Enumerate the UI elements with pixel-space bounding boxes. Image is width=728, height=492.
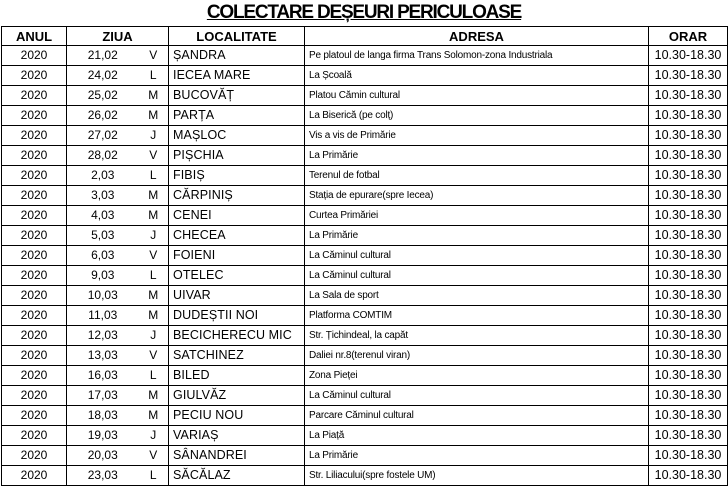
cell-weekday: L [139,166,169,186]
cell-date: 20,03 [67,446,139,466]
table-row [2,366,728,386]
cell-schedule: 10.30-18.30 [649,306,728,326]
cell-weekday: M [139,286,169,306]
cell-year: 2020 [2,286,67,306]
cell-address: La Căminul cultural [305,266,649,286]
cell-locality: VARIAȘ [169,426,305,446]
cell-date: 12,03 [67,326,139,346]
cell-year: 2020 [2,106,67,126]
cell-locality: UIVAR [169,286,305,306]
header-row [2,27,728,46]
header-anul: ANUL [2,27,67,46]
header-adresa: ADRESA [305,27,649,46]
cell-address: La Sala de sport [305,286,649,306]
cell-schedule: 10.30-18.30 [649,106,728,126]
cell-schedule: 10.30-18.30 [649,406,728,426]
cell-year: 2020 [2,66,67,86]
cell-weekday: V [139,346,169,366]
table-row [2,406,728,426]
cell-year: 2020 [2,226,67,246]
cell-year: 2020 [2,466,67,486]
cell-address: La Căminul cultural [305,246,649,266]
cell-locality: ȘANDRA [169,46,305,66]
table-row [2,286,728,306]
cell-locality: CHECEA [169,226,305,246]
cell-date: 23,03 [67,466,139,486]
cell-date: 11,03 [67,306,139,326]
table-row [2,86,728,106]
cell-year: 2020 [2,406,67,426]
cell-locality: IECEA MARE [169,66,305,86]
table-row [2,126,728,146]
cell-year: 2020 [2,306,67,326]
cell-weekday: M [139,106,169,126]
cell-schedule: 10.30-18.30 [649,46,728,66]
table-row [2,206,728,226]
header-localitate: LOCALITATE [169,27,305,46]
cell-address: Daliei nr.8(terenul viran) [305,346,649,366]
cell-year: 2020 [2,366,67,386]
cell-schedule: 10.30-18.30 [649,146,728,166]
cell-schedule: 10.30-18.30 [649,226,728,246]
cell-locality: MAȘLOC [169,126,305,146]
cell-schedule: 10.30-18.30 [649,66,728,86]
cell-schedule: 10.30-18.30 [649,126,728,146]
table-row [2,326,728,346]
cell-date: 9,03 [67,266,139,286]
cell-schedule: 10.30-18.30 [649,266,728,286]
cell-schedule: 10.30-18.30 [649,286,728,306]
cell-address: La Biserică (pe colț) [305,106,649,126]
cell-schedule: 10.30-18.30 [649,86,728,106]
table-row [2,346,728,366]
cell-weekday: M [139,86,169,106]
cell-date: 27,02 [67,126,139,146]
cell-locality: SĂCĂLAZ [169,466,305,486]
cell-weekday: V [139,146,169,166]
cell-locality: CĂRPINIȘ [169,186,305,206]
cell-address: Str. Liliacului(spre fostele UM) [305,466,649,486]
cell-weekday: M [139,406,169,426]
cell-locality: OTELEC [169,266,305,286]
cell-weekday: L [139,366,169,386]
table-row [2,146,728,166]
cell-locality: BUCOVĂȚ [169,86,305,106]
cell-date: 16,03 [67,366,139,386]
cell-locality: GIULVĂZ [169,386,305,406]
cell-address: Vis a vis de Primărie [305,126,649,146]
cell-year: 2020 [2,86,67,106]
cell-year: 2020 [2,446,67,466]
cell-date: 2,03 [67,166,139,186]
cell-date: 25,02 [67,86,139,106]
cell-weekday: J [139,426,169,446]
cell-schedule: 10.30-18.30 [649,346,728,366]
cell-year: 2020 [2,206,67,226]
cell-address: Parcare Căminul cultural [305,406,649,426]
cell-address: Zona Pieței [305,366,649,386]
cell-locality: PIȘCHIA [169,146,305,166]
cell-weekday: M [139,186,169,206]
cell-locality: FIBIȘ [169,166,305,186]
cell-weekday: M [139,206,169,226]
cell-schedule: 10.30-18.30 [649,186,728,206]
cell-schedule: 10.30-18.30 [649,466,728,486]
cell-year: 2020 [2,46,67,66]
cell-locality: SATCHINEZ [169,346,305,366]
document-title: COLECTARE DEȘEURI PERICULOASE [206,2,522,23]
cell-year: 2020 [2,326,67,346]
cell-address: La Căminul cultural [305,386,649,406]
cell-date: 26,02 [67,106,139,126]
cell-year: 2020 [2,146,67,166]
cell-address: Str. Țichindeal, la capăt [305,326,649,346]
cell-weekday: V [139,446,169,466]
table-row [2,226,728,246]
cell-locality: CENEI [169,206,305,226]
cell-weekday: M [139,306,169,326]
cell-address: Curtea Primăriei [305,206,649,226]
cell-address: Platforma COMTIM [305,306,649,326]
cell-locality: PARȚA [169,106,305,126]
cell-year: 2020 [2,386,67,406]
cell-locality: BECICHERECU MIC [169,326,305,346]
cell-address: La Școală [305,66,649,86]
table-row [2,466,728,486]
cell-schedule: 10.30-18.30 [649,246,728,266]
cell-weekday: L [139,266,169,286]
cell-weekday: J [139,226,169,246]
cell-schedule: 10.30-18.30 [649,426,728,446]
cell-address: La Piață [305,426,649,446]
cell-schedule: 10.30-18.30 [649,206,728,226]
cell-weekday: L [139,466,169,486]
cell-weekday: V [139,46,169,66]
table-row [2,186,728,206]
cell-address: Pe platoul de langa firma Trans Solomon-zona Industriala [305,46,649,66]
cell-schedule: 10.30-18.30 [649,326,728,346]
cell-locality: SÂNANDREI [169,446,305,466]
cell-address: Platou Cămin cultural [305,86,649,106]
table-row [2,306,728,326]
cell-date: 5,03 [67,226,139,246]
cell-weekday: J [139,126,169,146]
cell-year: 2020 [2,266,67,286]
cell-date: 3,03 [67,186,139,206]
table-row [2,446,728,466]
table-row [2,266,728,286]
cell-date: 4,03 [67,206,139,226]
cell-date: 19,03 [67,426,139,446]
cell-schedule: 10.30-18.30 [649,446,728,466]
cell-year: 2020 [2,126,67,146]
cell-date: 18,03 [67,406,139,426]
table-row [2,386,728,406]
cell-schedule: 10.30-18.30 [649,166,728,186]
cell-locality: FOIENI [169,246,305,266]
table-row [2,166,728,186]
cell-address: La Primărie [305,446,649,466]
table-row [2,106,728,126]
cell-locality: PECIU NOU [169,406,305,426]
table-row [2,46,728,66]
cell-address: La Primărie [305,226,649,246]
cell-schedule: 10.30-18.30 [649,386,728,406]
header-orar: ORAR [649,27,728,46]
cell-weekday: L [139,66,169,86]
cell-date: 17,03 [67,386,139,406]
cell-address: Stația de epurare(spre Iecea) [305,186,649,206]
cell-address: La Primărie [305,146,649,166]
cell-year: 2020 [2,246,67,266]
cell-date: 10,03 [67,286,139,306]
cell-address: Terenul de fotbal [305,166,649,186]
cell-date: 13,03 [67,346,139,366]
cell-locality: DUDEȘTII NOI [169,306,305,326]
table-row [2,426,728,446]
cell-date: 24,02 [67,66,139,86]
header-ziua: ZIUA [67,27,169,46]
cell-year: 2020 [2,426,67,446]
table-row [2,66,728,86]
cell-year: 2020 [2,186,67,206]
cell-locality: BILED [169,366,305,386]
table-row [2,246,728,266]
cell-date: 28,02 [67,146,139,166]
cell-schedule: 10.30-18.30 [649,366,728,386]
cell-year: 2020 [2,346,67,366]
schedule-table [1,26,728,486]
cell-date: 6,03 [67,246,139,266]
cell-weekday: V [139,246,169,266]
table-body [2,46,728,486]
cell-year: 2020 [2,166,67,186]
cell-weekday: J [139,326,169,346]
cell-date: 21,02 [67,46,139,66]
cell-weekday: M [139,386,169,406]
